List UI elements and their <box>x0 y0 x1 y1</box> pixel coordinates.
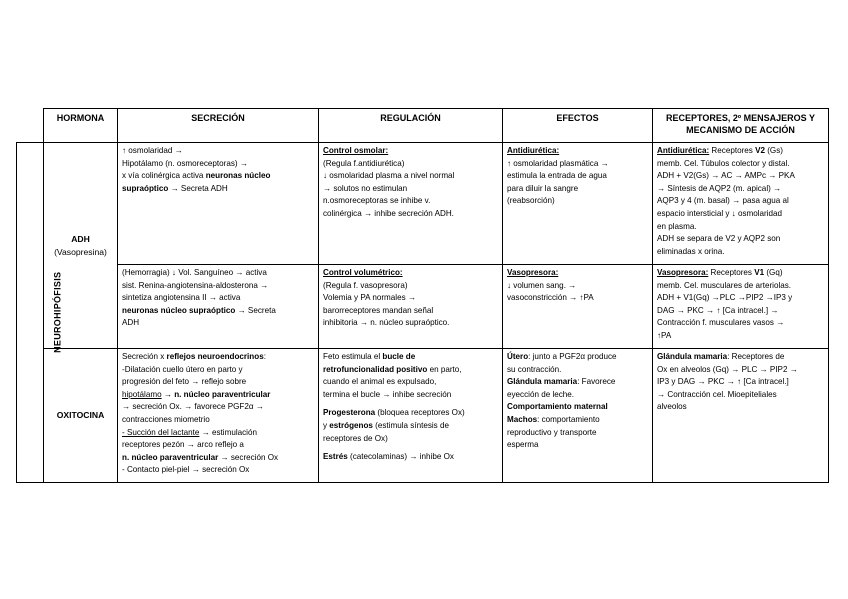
group-label-cell <box>17 143 63 483</box>
text-line: colinérgica → inhibe secreción ADH. <box>323 208 454 218</box>
text-line <box>122 351 314 364</box>
adh-row-volumetrico <box>17 265 829 349</box>
text-line: Hipotálamo (n. osmoreceptoras) → <box>122 158 248 168</box>
text-line: ↑ osmolaridad plasmática → <box>507 158 609 168</box>
text-run: → Secreta ADH <box>168 183 228 193</box>
hormone-oxitocina-name: OXITOCINA <box>56 410 105 421</box>
text-line: (Hemorragia) ↓ Vol. Sanguíneo → activa <box>122 268 267 277</box>
oxitocina-efectos <box>503 349 653 483</box>
text-line <box>657 145 824 158</box>
oxitocina-receptores <box>653 349 829 483</box>
section-title <box>323 145 498 158</box>
text-line: → Síntesis de AQP2 (m. apical) → <box>657 183 782 193</box>
text-line <box>323 351 498 364</box>
text-line: estimula la entrada de agua <box>507 171 607 181</box>
text-run-bold: reflejos neuroendocrinos <box>166 352 264 361</box>
text-line: memb. Cel. musculares de arteriolas. <box>657 280 792 290</box>
text-run: Receptores <box>709 146 756 155</box>
adh-secrecion-volumetrico <box>118 265 319 349</box>
text-line: en plasma. <box>657 221 697 231</box>
text-line <box>122 305 314 318</box>
text-line <box>507 376 648 389</box>
adh-regulacion-volumetrico <box>319 265 503 349</box>
text-line: termina el bucle → inhibe secreción <box>323 389 452 399</box>
text-run-title: Antidiurética: <box>507 146 560 155</box>
text-line: espacio intersticial y ↓ osmolaridad <box>657 208 783 218</box>
text-line: ↑ osmolaridad → <box>122 146 183 155</box>
text-run: (Gq) <box>764 268 783 277</box>
text-run: : Receptores de <box>727 352 785 361</box>
text-run: → <box>161 389 175 399</box>
adh-receptores-v2 <box>653 143 829 265</box>
adh-row-osmolar <box>17 143 829 265</box>
text-run-bold: supraóptico <box>122 183 169 193</box>
adh-efectos-vasopresora <box>503 265 653 349</box>
text-run-bold: Glándula mamaria <box>507 377 578 387</box>
hormone-adh-alias: (Vasopresina) <box>54 246 107 257</box>
text-line: DAG → PKC → ↑ [Ca intracel.] → <box>657 305 779 315</box>
text-run: (catecolaminas) → inhibe Ox <box>347 452 454 462</box>
text-run: : junto a PGF2α produce <box>528 352 617 361</box>
text-line: memb. Cel. Túbulos colector y distal. <box>657 158 790 168</box>
text-line: sintetiza angiotensina II → activa <box>122 293 241 303</box>
text-run-title: Antidiurética: <box>657 146 710 155</box>
text-run: : comportamiento <box>537 414 600 424</box>
text-run-bold: neuronas núcleo <box>205 171 271 181</box>
text-line: AQP3 y 4 (m. basal) → pasa agua al <box>657 196 789 206</box>
text-run: → Secreta <box>235 305 276 315</box>
text-line: ADH + V1(Gq) →PLC →PIP2 →IP3 y <box>657 293 793 303</box>
text-line: n.osmoreceptoras se inhibe v. <box>323 196 431 206</box>
text-line: IP3 y DAG → PKC → ↑ [Ca intracel.] <box>657 377 789 387</box>
header-receptores-line1: RECEPTORES, 2º MENSAJEROS Y <box>666 113 815 123</box>
text-line: ↑PA <box>657 330 672 340</box>
text-line: → secreción Ox. → favorece PGF2α → <box>122 402 264 412</box>
section-title <box>507 145 648 158</box>
text-run-title: Control volumétrico: <box>323 268 403 277</box>
text-run: : <box>263 352 266 361</box>
text-run: Feto estimula el <box>323 352 383 361</box>
header-row <box>17 109 829 143</box>
text-run-title: Vasopresora: <box>507 268 559 277</box>
text-line: Ox en alveolos (Gq) → PLC → PIP2 → <box>657 364 798 374</box>
text-line <box>323 420 498 433</box>
header-receptores <box>653 109 829 143</box>
text-run-bold: Progesterona <box>323 408 376 418</box>
section-title <box>507 267 648 280</box>
text-line: → Contracción cel. Mioepiteliales <box>657 389 777 399</box>
text-line <box>507 351 648 364</box>
text-line: ADH se separa de V2 y AQP2 son <box>657 234 781 244</box>
hormone-adh-name: ADH <box>71 233 90 244</box>
text-run-bold: retrofuncionalidad positivo <box>323 364 428 374</box>
text-line <box>507 401 648 414</box>
oxitocina-regulacion <box>319 349 503 483</box>
text-line: alveolos <box>657 402 687 412</box>
text-run: Secreción x <box>122 352 167 361</box>
text-line: cuando el animal es expulsado, <box>323 377 437 387</box>
text-line <box>323 451 498 464</box>
text-line: (Regula f. vasopresora) <box>323 280 408 290</box>
text-run: x vía colinérgica activa <box>122 171 206 181</box>
oxitocina-secrecion <box>118 349 319 483</box>
text-line: eliminadas x orina. <box>657 246 725 256</box>
text-line <box>507 414 648 427</box>
text-run: Receptores <box>708 268 755 277</box>
text-run-bold: V1 <box>754 268 765 277</box>
text-run: → estimulación <box>199 427 257 437</box>
text-run-bold: Útero <box>507 352 529 361</box>
text-line: - Contacto piel-piel → secreción Ox <box>122 465 250 475</box>
text-line: progresión del feto → reflejo sobre <box>122 377 247 387</box>
text-line: esperma <box>507 440 539 450</box>
text-run: : Favorece <box>577 377 616 387</box>
text-line: sist. Renina-angiotensina-aldosterona → <box>122 280 269 290</box>
text-run-bold: Machos <box>507 414 538 424</box>
adh-receptores-v1 <box>653 265 829 349</box>
text-run: (Gs) <box>764 146 783 155</box>
text-run: → secreción Ox <box>218 452 279 462</box>
text-line <box>122 427 314 440</box>
text-line: (reabsorción) <box>507 196 555 206</box>
text-run-bold: n. núcleo paraventricular <box>122 452 219 462</box>
text-line: inhibitoria → n. núcleo supraóptico. <box>323 318 450 328</box>
text-line: barorreceptores mandan señal <box>323 305 434 315</box>
text-line <box>323 364 498 377</box>
text-line: (Regula f.antidiurética) <box>323 158 405 168</box>
adh-efectos-antidiuretica <box>503 143 653 265</box>
text-run-bold: Glándula mamaria <box>657 352 728 361</box>
text-line <box>122 183 314 196</box>
text-line: Contracción f. musculares vasos → <box>657 318 785 328</box>
text-line <box>122 452 314 465</box>
text-run-bold: neuronas núcleo supraóptico <box>122 305 236 315</box>
text-run-bold: bucle de <box>382 352 416 361</box>
text-line: Volemia y PA normales → <box>323 293 416 303</box>
text-line: vasoconstricción → ↑PA <box>507 293 594 303</box>
text-run-bold: Estrés <box>323 452 348 462</box>
text-run-bold: Comportamiento maternal <box>507 402 608 412</box>
text-run-title: Control osmolar: <box>323 146 389 155</box>
text-line: ADH + V2(Gs) → AC → AMPc → PKA <box>657 171 795 181</box>
text-line: reproductivo y transporte <box>507 427 597 437</box>
text-run-bold: V2 <box>755 146 765 155</box>
section-title <box>323 267 498 280</box>
oxitocina-row <box>17 349 829 483</box>
text-line <box>122 389 314 402</box>
text-line: para diluir la sangre <box>507 183 579 193</box>
header-secrecion: SECRECIÓN <box>118 109 319 143</box>
text-line: eyección de leche. <box>507 389 575 399</box>
header-regulacion: REGULACIÓN <box>319 109 503 143</box>
adh-secrecion-osmolar <box>118 143 319 265</box>
text-line: ADH <box>122 318 140 328</box>
text-run: y <box>323 420 330 430</box>
text-run-bold: estrógenos <box>329 420 373 430</box>
text-line: su contracción. <box>507 364 562 374</box>
header-hormona: HORMONA <box>44 109 118 143</box>
text-run-underline: - Succión del lactante <box>122 427 200 437</box>
text-run: (estimula síntesis de <box>372 420 449 430</box>
text-line: contracciones miometrio <box>122 414 210 424</box>
text-line: -Dilatación cuello útero en parto y <box>122 364 243 374</box>
header-receptores-line2: MECANISMO DE ACCIÓN <box>686 125 795 135</box>
text-run: (bloquea receptores Ox) <box>375 408 465 418</box>
text-line: ↓ osmolaridad plasma a nivel normal <box>323 171 455 181</box>
text-run-underline: hipotálamo <box>122 389 162 399</box>
header-efectos: EFECTOS <box>503 109 653 143</box>
text-line <box>657 351 824 364</box>
text-run-title: Vasopresora: <box>657 268 709 277</box>
text-line: receptores de Ox) <box>323 433 388 443</box>
text-line <box>122 170 314 183</box>
text-line: receptores pezón → arco reflejo a <box>122 440 244 450</box>
hormone-oxitocina-cell <box>44 349 118 483</box>
neurohipofisis-table <box>16 108 829 483</box>
text-run-bold: n. núcleo paraventricular <box>174 389 271 399</box>
text-line <box>323 407 498 420</box>
adh-regulacion-osmolar <box>319 143 503 265</box>
text-line: → solutos no estimulan <box>323 183 408 193</box>
corner-cell <box>17 109 44 143</box>
text-run: en parto, <box>427 364 462 374</box>
text-line <box>657 267 824 280</box>
text-line: ↓ volumen sang. → <box>507 280 577 290</box>
group-label: NEUROHIPÓFISIS <box>52 271 63 353</box>
